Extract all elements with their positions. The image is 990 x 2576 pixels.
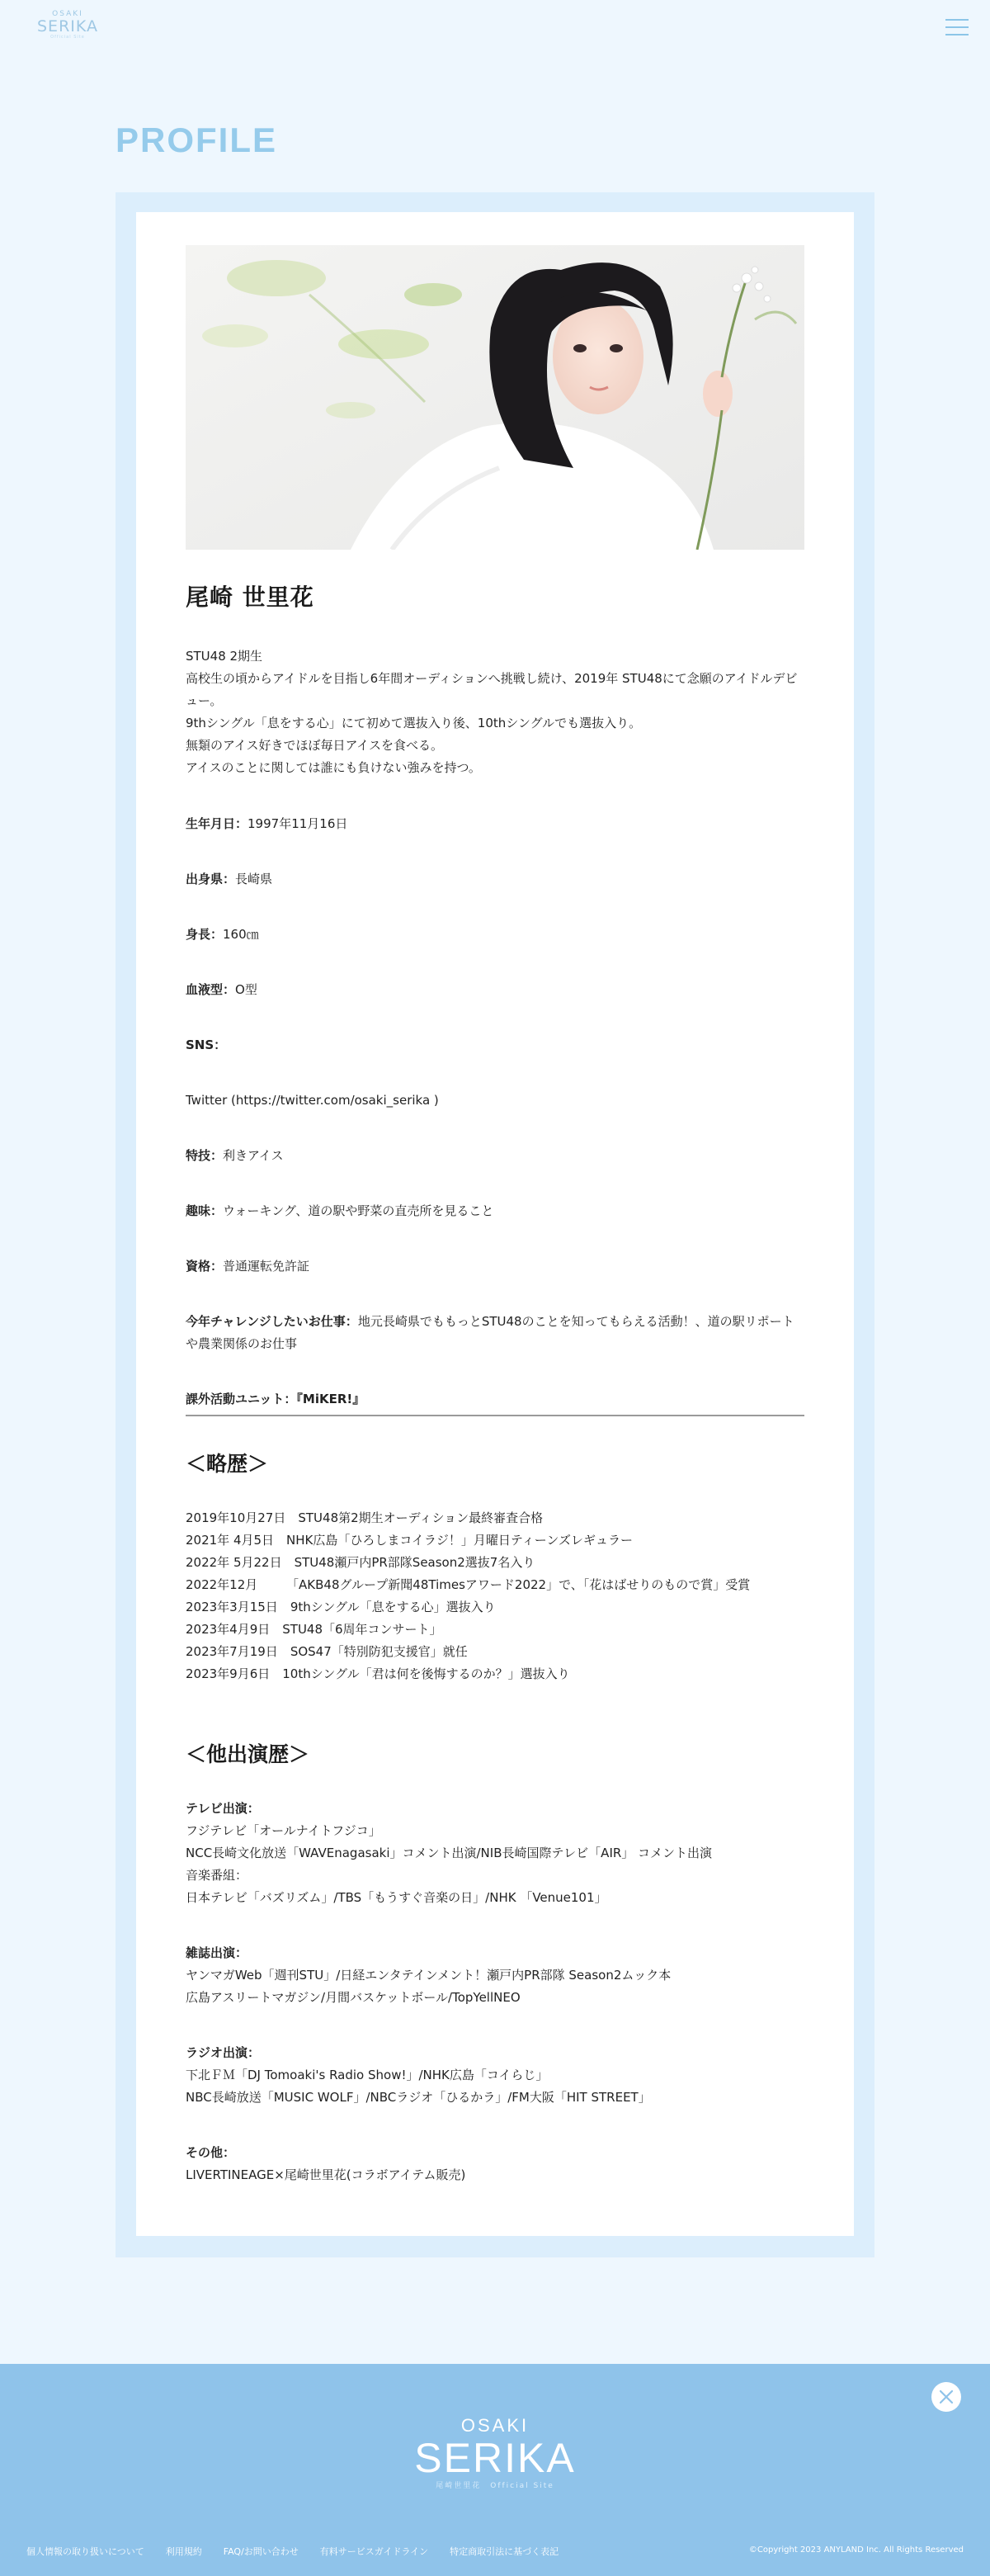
hamburger-icon[interactable] [945,18,969,36]
footer-link-terms[interactable]: 利用規約 [165,2546,202,2557]
footer-logo-main: SERIKA [414,2435,576,2481]
footer-link-commerce[interactable]: 特定商取引法に基づく表記 [450,2546,559,2557]
footer-logo[interactable] [371,2415,619,2490]
history-text: 9thシングル「息をする心」選抜入り [290,1600,496,1614]
history-date: 2022年12月 [186,1577,287,1592]
field-unit [186,1388,804,1411]
appearance-heading: テレビ出演： [186,1801,260,1816]
field-label: 資格： [186,1259,224,1274]
appearance-line: NCC長崎文化放送「WAVEnagasaki」コメント出演/NIB長崎国際テレビ「AIR」 コメント出演 [186,1846,713,1860]
history-date: 2023年9月6日 [186,1666,283,1681]
history-text: 10thシングル「君は何を後悔するのか？」選抜入り [282,1666,570,1681]
field-value: 長崎県 [235,872,273,886]
appearance-line: 下北ＦＭ「DJ Tomoaki's Radio Show!」/NHK広島「コイらじ」 [186,2068,549,2082]
profile-name: 尾崎 世里花 [186,584,314,611]
field-skill [186,1145,804,1167]
footer-logo-top: OSAKI [460,2415,530,2436]
appearance-line: ヤンマガWeb「週刊STU」/日経エンタテインメント！瀬戸内PR部隊 Season2ムック本 [186,1968,672,1983]
field-value: 160㎝ [223,927,259,942]
history-date: 2023年7月19日 [186,1644,290,1659]
bio-line: 9thシングル「息をする心」にて初めて選抜入り後、10thシングルでも選抜入り。 [186,716,642,730]
bio-line: STU48 2期生 [186,649,263,664]
history-row [186,1507,804,1529]
field-twitter[interactable] [186,1089,804,1112]
footer-links [26,2545,580,2558]
footer-link-guideline[interactable]: 有料サービスガイドライン [319,2546,429,2557]
appearance-line: フジテレビ「オールナイトフジコ」 [186,1823,381,1838]
site-logo[interactable] [35,10,101,40]
field-label: 出身県： [186,872,236,886]
appearances-title: ＜他出演歴＞ [186,1742,310,1766]
field-label: SNS： [186,1037,227,1052]
appearance-group-other [186,2142,804,2186]
site-logo-sub: Official Site [50,35,85,40]
divider [186,1415,804,1416]
appearance-heading: 雑誌出演： [186,1945,248,1960]
field-value: ウォーキング、道の駅や野菜の直売所を見ること [223,1203,494,1218]
profile-bio [186,645,804,779]
history-date: 2023年4月9日 [186,1622,283,1637]
field-hobby [186,1200,804,1222]
history-date: 2022年 5月22日 [186,1555,295,1570]
field-value: 利きアイス [223,1148,284,1163]
field-label: 生年月日： [186,816,248,831]
field-value: 普通運転免許証 [223,1259,310,1274]
field-label: 血液型： [186,982,236,997]
twitter-link[interactable]: Twitter (https://twitter.com/osaki_serika ) [186,1093,439,1108]
appearance-line: 音楽番組： [186,1868,248,1883]
appearance-heading: その他： [186,2145,236,2160]
site-logo-main: SERIKA [37,17,98,35]
footer-link-privacy[interactable]: 個人情報の取り扱いについて [26,2546,144,2557]
history-row [186,1596,804,1619]
field-label: 身長： [186,927,224,942]
history-text: 「AKB48グループ新聞48Timesアワード2022」で、「花はばせりのもので賞」受賞 [286,1577,751,1592]
history-row [186,1574,804,1596]
history-row [186,1552,804,1574]
field-value: 地元長崎県でももっとSTU48のことを知ってもらえる活動！、道の駅リポートや農業関係のお仕事 [186,1314,794,1351]
field-label: 特技： [186,1148,224,1163]
appearance-line: 日本テレビ「バズリズム」/TBS「もうすぐ音楽の日」/NHK 「Venue101」 [186,1890,607,1905]
field-value: 1997年11月16日 [248,816,348,831]
field-challenge [186,1311,804,1355]
history-row [186,1529,804,1552]
field-qualification [186,1255,804,1278]
history-text: SOS47「特別防犯支援官」就任 [290,1644,468,1659]
footer-link-faq[interactable]: FAQ/お問い合わせ [223,2546,299,2557]
appearance-heading: ラジオ出演： [186,2045,261,2060]
bio-line: 無類のアイス好きでほぼ毎日アイスを食べる。 [186,738,444,753]
field-sns [186,1034,804,1056]
history-text: STU48「6周年コンサート」 [282,1622,442,1637]
history-row [186,1663,804,1685]
field-blood-type [186,979,804,1001]
appearance-group-magazine [186,1942,804,2009]
field-label: 課外活動ユニット：『MiKER!』 [186,1392,365,1406]
appearance-line: NBC長崎放送「MUSIC WOLF」/NBCラジオ「ひるかラ」/FM大阪「HIT STREET」 [186,2090,651,2105]
history-text: STU48第2期生オーディション最終審査合格 [298,1510,544,1525]
history-title: ＜略歴＞ [186,1452,269,1476]
appearance-group-radio [186,2042,804,2109]
page-title: PROFILE [116,121,278,159]
profile-photo [186,245,804,550]
history-row [186,1619,804,1641]
field-birthday [186,813,804,835]
history-date: 2023年3月15日 [186,1600,290,1614]
appearance-group-tv [186,1798,804,1909]
field-value: O型 [235,982,257,997]
bio-line: 高校生の頃からアイドルを目指し6年間オーディションへ挑戦し続け、2019年 STU48にて念願のアイドルデビュー。 [186,671,798,708]
field-hometown [186,868,804,891]
appearance-line: LIVERTINEAGE×尾崎世里花(コラボアイテム販売) [186,2167,466,2182]
bio-line: アイスのことに関しては誰にも負けない強みを持つ。 [186,760,481,775]
x-logo-icon[interactable] [931,2382,961,2412]
field-height [186,924,804,946]
history-date: 2019年10月27日 [186,1510,299,1525]
history-list [186,1507,804,1685]
history-row [186,1641,804,1663]
copyright: ©Copyright 2023 ANYLAND Inc. All Rights Reserved [748,2545,964,2555]
history-text: STU48瀬戸内PR部隊Season2選抜7名入り [294,1555,535,1570]
footer-logo-sub: 尾崎世里花 Official Site [436,2482,554,2490]
appearance-line: 広島アスリートマガジン/月間バスケットボール/TopYellNEO [186,1990,521,2005]
history-date: 2021年 4月5日 [186,1533,287,1548]
field-label: 趣味： [186,1203,224,1218]
history-text: NHK広島「ひろしまコイラジ！」月曜日ティーンズレギュラー [286,1533,633,1548]
site-logo-top: OSAKI [52,10,83,18]
field-label: 今年チャレンジしたいお仕事： [186,1314,358,1329]
